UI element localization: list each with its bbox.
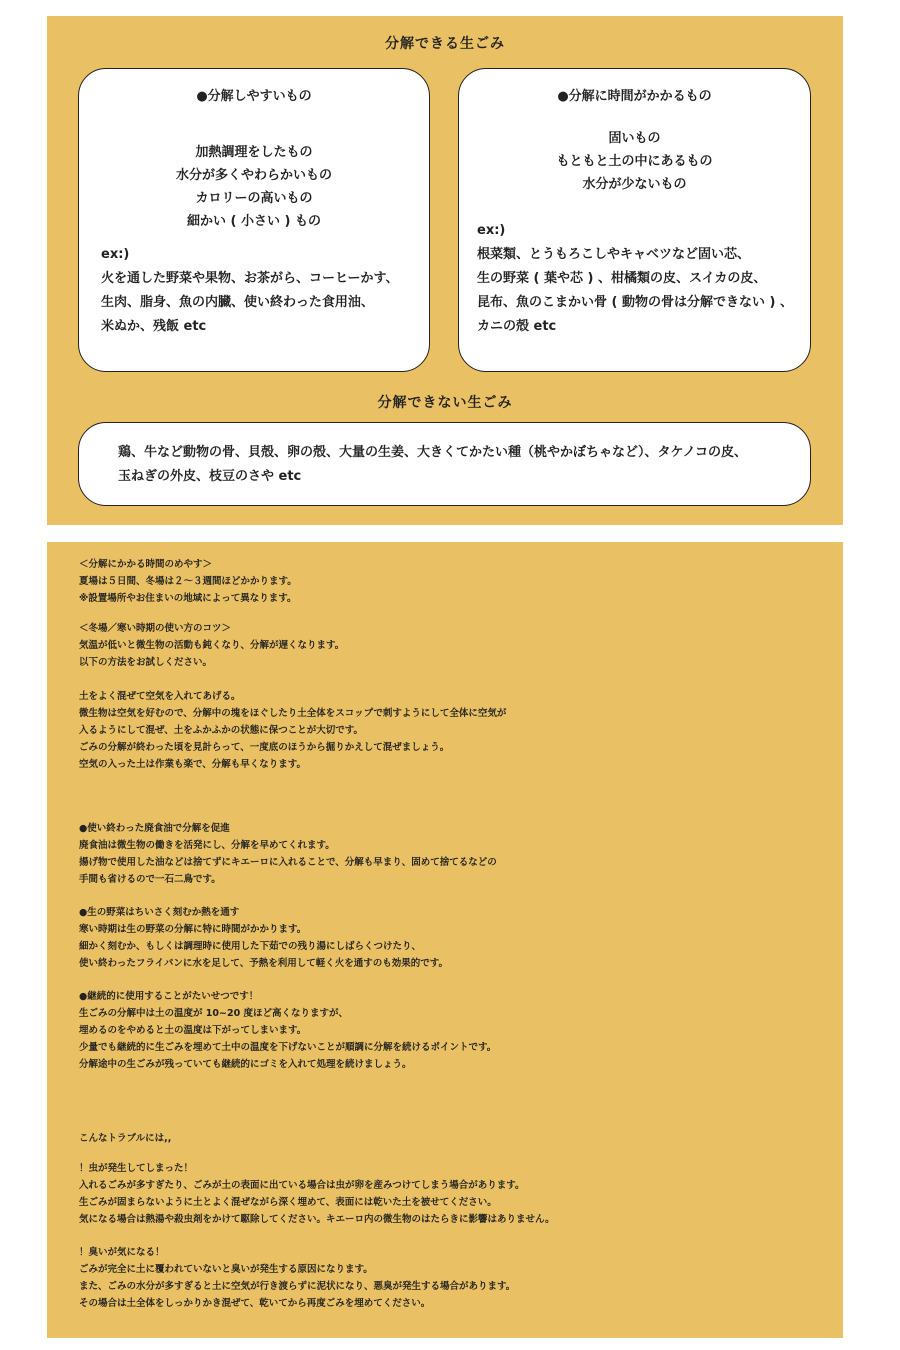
text-line: 入れるごみが多すぎたり、ごみが土の表面に出ている場合は虫が卵を産みつけてしまう場合があります。 — [79, 1180, 525, 1191]
example-line: 昆布、魚のこまかい骨 ( 動物の骨は分解できない ) 、 — [477, 295, 793, 310]
text-line: 少量でも継続的に生ごみを埋めて土中の温度を下げないことが順調に分解を続けるポイントです。 — [79, 1042, 497, 1053]
text-line: 気になる場合は熱湯や殺虫剤をかけて駆除してください。キエーロ内の微生物のはたらきに影響はありません。 — [79, 1214, 555, 1225]
troubles-intro-block — [79, 1130, 171, 1147]
text-line: 以下の方法をお試しください。 — [79, 657, 213, 668]
easy-card-features — [79, 141, 429, 233]
example-line: カニの殻 etc — [477, 319, 557, 334]
text-line: ※設置場所やお住まいの地域によって異なります。 — [79, 593, 297, 604]
text-line: ＜冬場／寒い時期の使い方のコツ＞ — [79, 623, 232, 634]
decomposable-heading: 分解できる生ごみ — [385, 36, 505, 52]
text-line: 夏場は５日間、冬場は２～３週間ほどかかります。 — [79, 576, 297, 587]
non-decomposable-heading: 分解できない生ごみ — [377, 395, 513, 411]
waste-oil-block — [79, 820, 497, 888]
easy-card-title: ●分解しやすいもの — [196, 89, 312, 104]
feature-line: 固いもの — [608, 131, 661, 146]
feature-line: 水分が多くやわらかいもの — [175, 168, 332, 183]
slow-card-title: ●分解に時間がかかるもの — [557, 89, 712, 104]
text-line: ●使い終わった廃食油で分解を促進 — [79, 823, 230, 834]
text-line: 廃食油は微生物の働きを活発にし、分解を早めてくれます。 — [79, 840, 335, 851]
text-line: 入るようにして混ぜ、土をふかふかの状態に保つことが大切です。 — [79, 725, 363, 736]
text-line: 分解途中の生ごみが残っていても継続的にゴミを入れて処理を続けましょう。 — [79, 1059, 412, 1070]
text-line: 土をよく混ぜて空気を入れてあげる。 — [79, 691, 241, 702]
example-line: 火を通した野菜や果物、お茶がら、コーヒーかす、 — [101, 271, 399, 286]
text-line: こんなトラブルには,, — [79, 1133, 172, 1144]
raw-vegetables-block — [79, 904, 448, 972]
feature-line: もともと土の中にあるもの — [556, 154, 713, 169]
mix-soil-block — [79, 688, 506, 773]
text-line: 気温が低いと微生物の活動も鈍くなり、分解が遅くなります。 — [79, 640, 345, 651]
decomposable-section — [47, 16, 843, 525]
text-line: ●継続的に使用することがたいせつです！ — [79, 991, 259, 1002]
text-line: ＜分解にかかる時間のめやす＞ — [79, 559, 213, 570]
example-line: ex:) — [101, 247, 130, 262]
text-line: 生ごみの分解中は土の温度が 10~20 度ほど高くなりますが、 — [79, 1008, 349, 1019]
winter-tips-block — [79, 620, 344, 671]
text-line: その場合は土全体をしっかりかき混ぜて、乾いてから再度ごみを埋めてください。 — [79, 1298, 431, 1309]
example-line: 根菜類、とうもろこしやキャベツなど固い芯、 — [477, 247, 751, 262]
text-line: 生ごみが固まらないように土とよく混ぜながら深く埋めて、表面には乾いた土を被せてください。 — [79, 1197, 497, 1208]
text-line: 微生物は空気を好むので、分解中の塊をほぐしたり土全体をスコップで刺すようにして全体に空気が — [79, 708, 507, 719]
text-line: ！虫が発生してしまった！ — [79, 1163, 194, 1174]
non-decomposable-card — [78, 422, 811, 506]
easy-to-decompose-card — [78, 68, 430, 372]
text-line: 揚げ物で使用した油などは捨てずにキエーロに入れることで、分解も早まり、固めて捨てるなどの — [79, 857, 497, 868]
text-line: ごみが完全に土に覆われていないと臭いが発生する原因になります。 — [79, 1264, 373, 1275]
text-line: 手間も省けるので一石二鳥です。 — [79, 874, 221, 885]
text-line: ！臭いが気になる！ — [79, 1247, 165, 1258]
example-line: 生の野菜 ( 葉や芯 ) 、柑橘類の皮、スイカの皮、 — [477, 271, 767, 286]
continuous-use-block — [79, 988, 496, 1073]
usage-tips-section — [47, 542, 843, 1338]
item-line: 鶏、牛など動物の骨、貝殻、卵の殻、大量の生姜、大きくてかたい種（桃やかぼちゃなど）、タケノコの皮、 — [118, 445, 747, 460]
odor-trouble-block — [79, 1244, 515, 1312]
text-line: 使い終わったフライパンに水を足して、予熱を利用して軽く火を通すのも効果的です。 — [79, 958, 448, 969]
example-line: 生肉、脂身、魚の内臓、使い終わった食用油、 — [101, 295, 374, 310]
text-line: ●生の野菜はちいさく刻むか熱を通す — [79, 907, 240, 918]
non-decomposable-list — [118, 441, 747, 489]
text-line: 細かく刻むか、もしくは調理時に使用した下茹での残り湯にしばらくつけたり、 — [79, 941, 422, 952]
text-line: また、ごみの水分が多すぎると土に空気が行き渡らずに泥状になり、悪臭が発生する場合があります。 — [79, 1281, 516, 1292]
slow-card-examples — [477, 219, 793, 339]
text-line: 空気の入った土は作業も楽で、分解も早くなります。 — [79, 759, 307, 770]
text-line: ごみの分解が終わった頃を見計らって、一度底のほうから掘りかえして混ぜましょう。 — [79, 742, 450, 753]
insects-trouble-block — [79, 1160, 555, 1228]
text-line: 埋めるのをやめると土の温度は下がってしまいます。 — [79, 1025, 307, 1036]
feature-line: 細かい ( 小さい ) もの — [187, 214, 321, 229]
item-line: 玉ねぎの外皮、枝豆のさや etc — [118, 469, 302, 484]
slow-to-decompose-card — [458, 68, 811, 372]
text-line: 寒い時期は生の野菜の分解に特に時間がかかります。 — [79, 924, 307, 935]
feature-line: カロリーの高いもの — [195, 191, 313, 206]
slow-card-features — [459, 127, 810, 196]
easy-card-examples — [101, 243, 398, 339]
decomposition-time-block — [79, 556, 297, 607]
example-line: 米ぬか、残飯 etc — [101, 319, 207, 334]
feature-line: 加熱調理をしたもの — [195, 145, 313, 160]
example-line: ex:) — [477, 223, 506, 238]
feature-line: 水分が少ないもの — [582, 177, 687, 192]
